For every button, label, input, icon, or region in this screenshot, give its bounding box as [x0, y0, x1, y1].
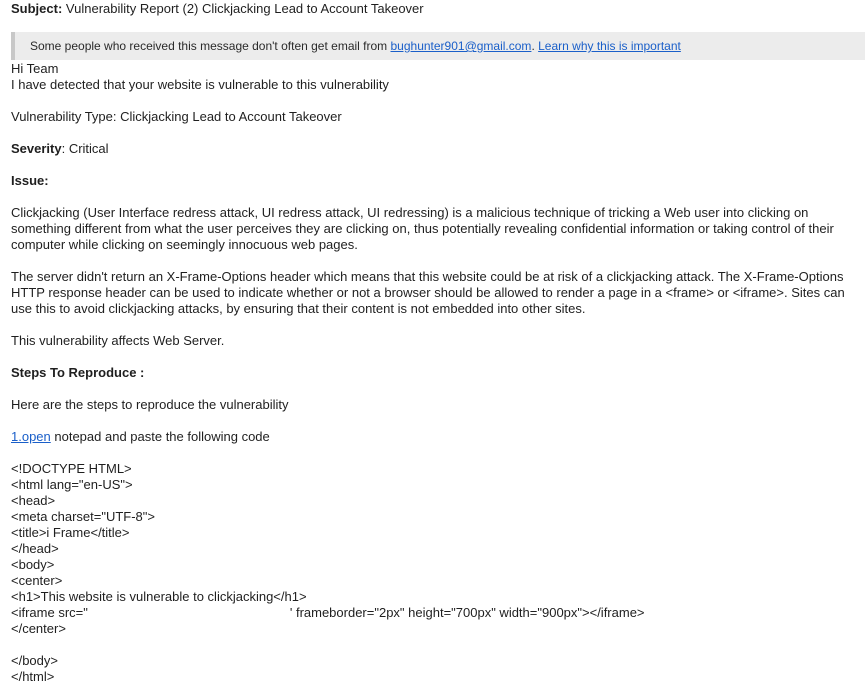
code-line: <h1>This website is vulnerable to clickjacking</h1> [11, 589, 307, 604]
code-line: </head> [11, 541, 59, 556]
code-line: </html> [11, 669, 55, 684]
issue-label: Issue: [11, 173, 49, 188]
sender-email-link[interactable]: bughunter901@gmail.com [390, 39, 532, 53]
vulnerability-type: Vulnerability Type: Clickjacking Lead to Account Takeover [11, 109, 342, 124]
code-line: </body> [11, 653, 58, 668]
iframe-end: ' frameborder="2px" height="700px" width="900px"></iframe> [289, 605, 645, 620]
issue-heading [11, 173, 861, 189]
affects-line: This vulnerability affects Web Server. [11, 333, 225, 348]
issue-paragraph-1: Clickjacking (User Interface redress attack, UI redress attack, UI redressing) is a malicious technique of tricking a Web user into clicking on something different from what the user perceives they are clicking on, thus potentially revealing confidential information or taking control of their computer while clicking on seemingly innocuous web pages. [11, 205, 834, 252]
iframe-start: <iframe src=" [11, 605, 88, 620]
greeting: Hi Team [11, 61, 59, 76]
step-1-link[interactable]: 1.open [11, 429, 51, 444]
code-line: <center> [11, 573, 63, 588]
severity-label: Severity [11, 141, 62, 156]
step-1 [11, 429, 861, 445]
severity-line [11, 141, 861, 157]
intro-line: I have detected that your website is vulnerable to this vulnerability [11, 77, 389, 92]
code-block [11, 461, 861, 685]
steps-heading [11, 365, 861, 381]
code-line: <html lang="en-US"> [11, 477, 133, 492]
step-1-text: notepad and paste the following code [50, 429, 270, 444]
email-subject [11, 1, 424, 17]
subject-label: Subject: [11, 1, 63, 16]
code-line: <body> [11, 557, 55, 572]
code-line: <!DOCTYPE HTML> [11, 461, 132, 476]
banner-period: . [531, 39, 535, 53]
code-line: <head> [11, 493, 56, 508]
external-sender-warning-banner [11, 32, 865, 60]
banner-text: Some people who received this message don't often get email from [30, 39, 388, 53]
email-body [11, 61, 861, 685]
severity-value: : Critical [61, 141, 109, 156]
code-line: </center> [11, 621, 66, 636]
code-line: <title>i Frame</title> [11, 525, 130, 540]
steps-intro: Here are the steps to reproduce the vulnerability [11, 397, 289, 412]
code-line: <meta charset="UTF-8"> [11, 509, 155, 524]
steps-label: Steps To Reproduce : [11, 365, 145, 380]
subject-text: Vulnerability Report (2) Clickjacking Lead to Account Takeover [65, 1, 424, 16]
code-line-iframe [11, 605, 861, 621]
redacted-url [88, 607, 290, 621]
learn-why-link[interactable]: Learn why this is important [538, 39, 681, 53]
issue-paragraph-2: The server didn't return an X-Frame-Options header which means that this website could be at risk of a clickjacking attack. The X-Frame-Options HTTP response header can be used to indicate whether or not a browser should be allowed to render a page in a <frame> or <iframe>. Sites can use this to avoid clickjacking attacks, by ensuring that their content is not embedded into other sites. [11, 269, 845, 316]
